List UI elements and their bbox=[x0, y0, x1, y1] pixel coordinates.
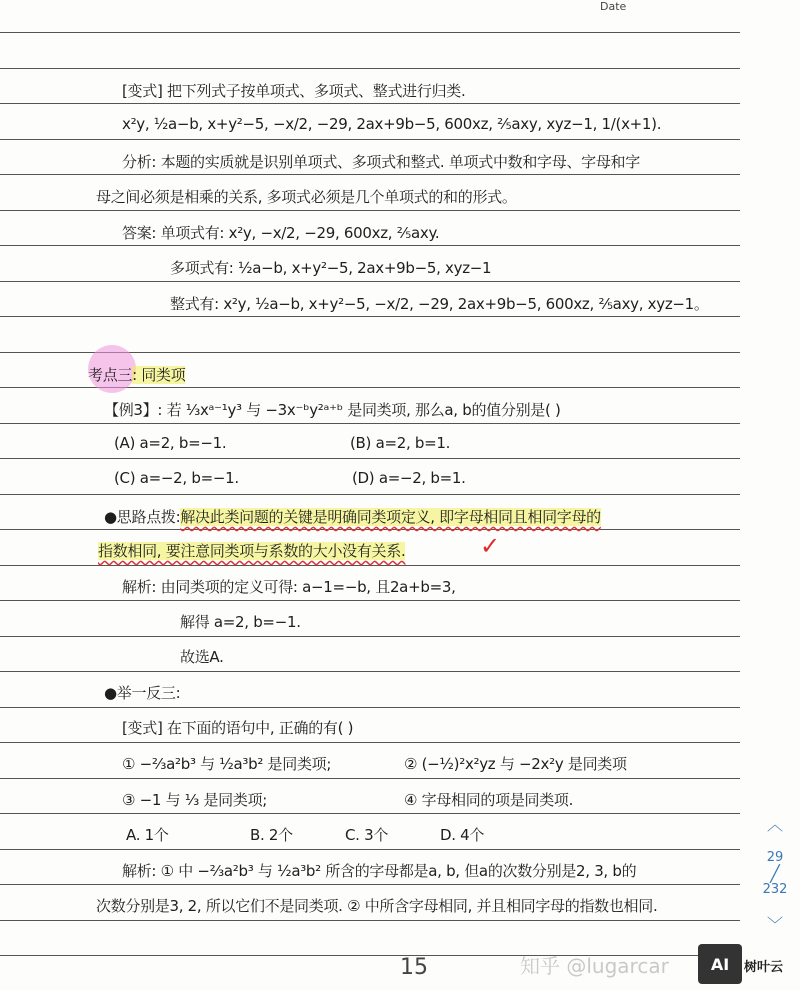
ruled-line bbox=[0, 920, 740, 921]
brand-label: 树叶云 bbox=[744, 960, 784, 975]
page-number: 15 bbox=[400, 955, 428, 980]
text-line: ●举一反三: bbox=[104, 684, 181, 702]
statement-1: ① −⅔a²b³ 与 ½a³b² 是同类项; bbox=[122, 755, 332, 773]
statement-2: ② (−½)²x²yz 与 −2x²y 是同类项 bbox=[404, 755, 627, 773]
text-line: 解得 a=2, b=−1. bbox=[180, 613, 301, 631]
ruled-line bbox=[0, 813, 740, 814]
text-line: [变式] 把下列式子按单项式、多项式、整式进行归类. bbox=[122, 82, 466, 100]
option-a: (A) a=2, b=−1. bbox=[114, 434, 227, 452]
ruled-line bbox=[0, 139, 740, 140]
example-question: 【例3】: 若 ⅓xᵃ⁻¹y³ 与 −3x⁻ᵇy²ᵃ⁺ᵇ 是同类项, 那么a, b的值分别是( ) bbox=[104, 401, 561, 419]
ruled-line bbox=[0, 849, 740, 850]
checkmark-icon: ✓ bbox=[480, 532, 501, 560]
hint-text: 指数相同, 要注意同类项与系数的大小没有关系. bbox=[98, 542, 406, 560]
chevron-down-icon[interactable]: ﹀ bbox=[766, 915, 783, 934]
hint-text: 解决此类问题的关键是明确同类项定义, 即字母相同且相同字母的 bbox=[180, 508, 601, 526]
ruled-line bbox=[0, 707, 740, 708]
ruled-line bbox=[0, 174, 740, 175]
text-line: 故选A. bbox=[180, 648, 224, 666]
choice-c: C. 3个 bbox=[345, 826, 389, 844]
chevron-up-icon[interactable]: ︿ bbox=[766, 815, 783, 834]
ruled-line bbox=[0, 529, 740, 530]
ruled-line bbox=[0, 32, 740, 33]
option-c: (C) a=−2, b=−1. bbox=[114, 469, 239, 487]
text-line: 答案: 单项式有: x²y, −x/2, −29, 600xz, ⅖axy. bbox=[122, 224, 440, 242]
ruled-line bbox=[0, 210, 740, 211]
ai-badge-button[interactable]: AI bbox=[698, 944, 742, 984]
ruled-line bbox=[0, 671, 740, 672]
text-line: 分析: 本题的实质就是识别单项式、多项式和整式. 单项式中数和字母、字母和字 bbox=[122, 153, 640, 171]
ruled-line bbox=[0, 68, 740, 69]
section-heading bbox=[88, 364, 185, 385]
text-line: 次数分别是3, 2, 所以它们不是同类项. ② 中所含字母相同, 并且相同字母的指数也相同. bbox=[96, 897, 658, 915]
text-line: x²y, ½a−b, x+y²−5, −x/2, −29, 2ax+9b−5, 600xz, ⅖axy, xyz−1, 1/(x+1). bbox=[122, 115, 662, 133]
ruled-line bbox=[0, 742, 740, 743]
ruled-line bbox=[0, 494, 740, 495]
option-b: (B) a=2, b=1. bbox=[350, 434, 451, 452]
section-number: 考点三 bbox=[88, 366, 133, 384]
option-d: (D) a=−2, b=1. bbox=[352, 469, 466, 487]
choice-d: D. 4个 bbox=[440, 826, 485, 844]
current-page: 29 bbox=[766, 850, 784, 865]
section-title: : 同类项 bbox=[132, 366, 186, 384]
ruled-line bbox=[0, 778, 740, 779]
ruled-line bbox=[0, 245, 740, 246]
ruled-line bbox=[0, 600, 740, 601]
ruled-line bbox=[0, 884, 740, 885]
ruled-line bbox=[0, 281, 740, 282]
text-line: 解析: ① 中 −⅔a²b³ 与 ½a³b² 所含的字母都是a, b, 但a的次数分别是2, 3, b的 bbox=[122, 862, 637, 880]
statement-4: ④ 字母相同的项是同类项. bbox=[404, 791, 574, 809]
watermark: 知乎 @lugarcar bbox=[520, 954, 669, 978]
total-pages: 232 bbox=[762, 882, 788, 897]
statement-3: ③ −1 与 ⅓ 是同类项; bbox=[122, 791, 268, 809]
text-line: 解析: 由同类项的定义可得: a−1=−b, 且2a+b=3, bbox=[122, 578, 456, 596]
ruled-line bbox=[0, 636, 740, 637]
ruled-line bbox=[0, 458, 740, 459]
date-label: Date bbox=[600, 0, 627, 13]
text-line: 多项式有: ½a−b, x+y²−5, 2ax+9b−5, xyz−1 bbox=[170, 259, 492, 277]
hint-label: ●思路点拨: bbox=[104, 508, 181, 526]
choice-b: B. 2个 bbox=[250, 826, 293, 844]
hint-line-2 bbox=[98, 540, 405, 561]
choice-a: A. 1个 bbox=[126, 826, 169, 844]
page-separator-icon: ╱ bbox=[770, 864, 780, 883]
ruled-line bbox=[0, 423, 740, 424]
ruled-line bbox=[0, 565, 740, 566]
text-line: 母之间必须是相乘的关系, 多项式必须是几个单项式的和的形式。 bbox=[96, 188, 517, 206]
text-line: [变式] 在下面的语句中, 正确的有( ) bbox=[122, 719, 354, 737]
text-line: 整式有: x²y, ½a−b, x+y²−5, −x/2, −29, 2ax+9b−5, 600xz, ⅖axy, xyz−1。 bbox=[170, 295, 709, 313]
ruled-line bbox=[0, 316, 740, 317]
hint-line bbox=[104, 506, 601, 527]
ruled-line bbox=[0, 103, 740, 104]
